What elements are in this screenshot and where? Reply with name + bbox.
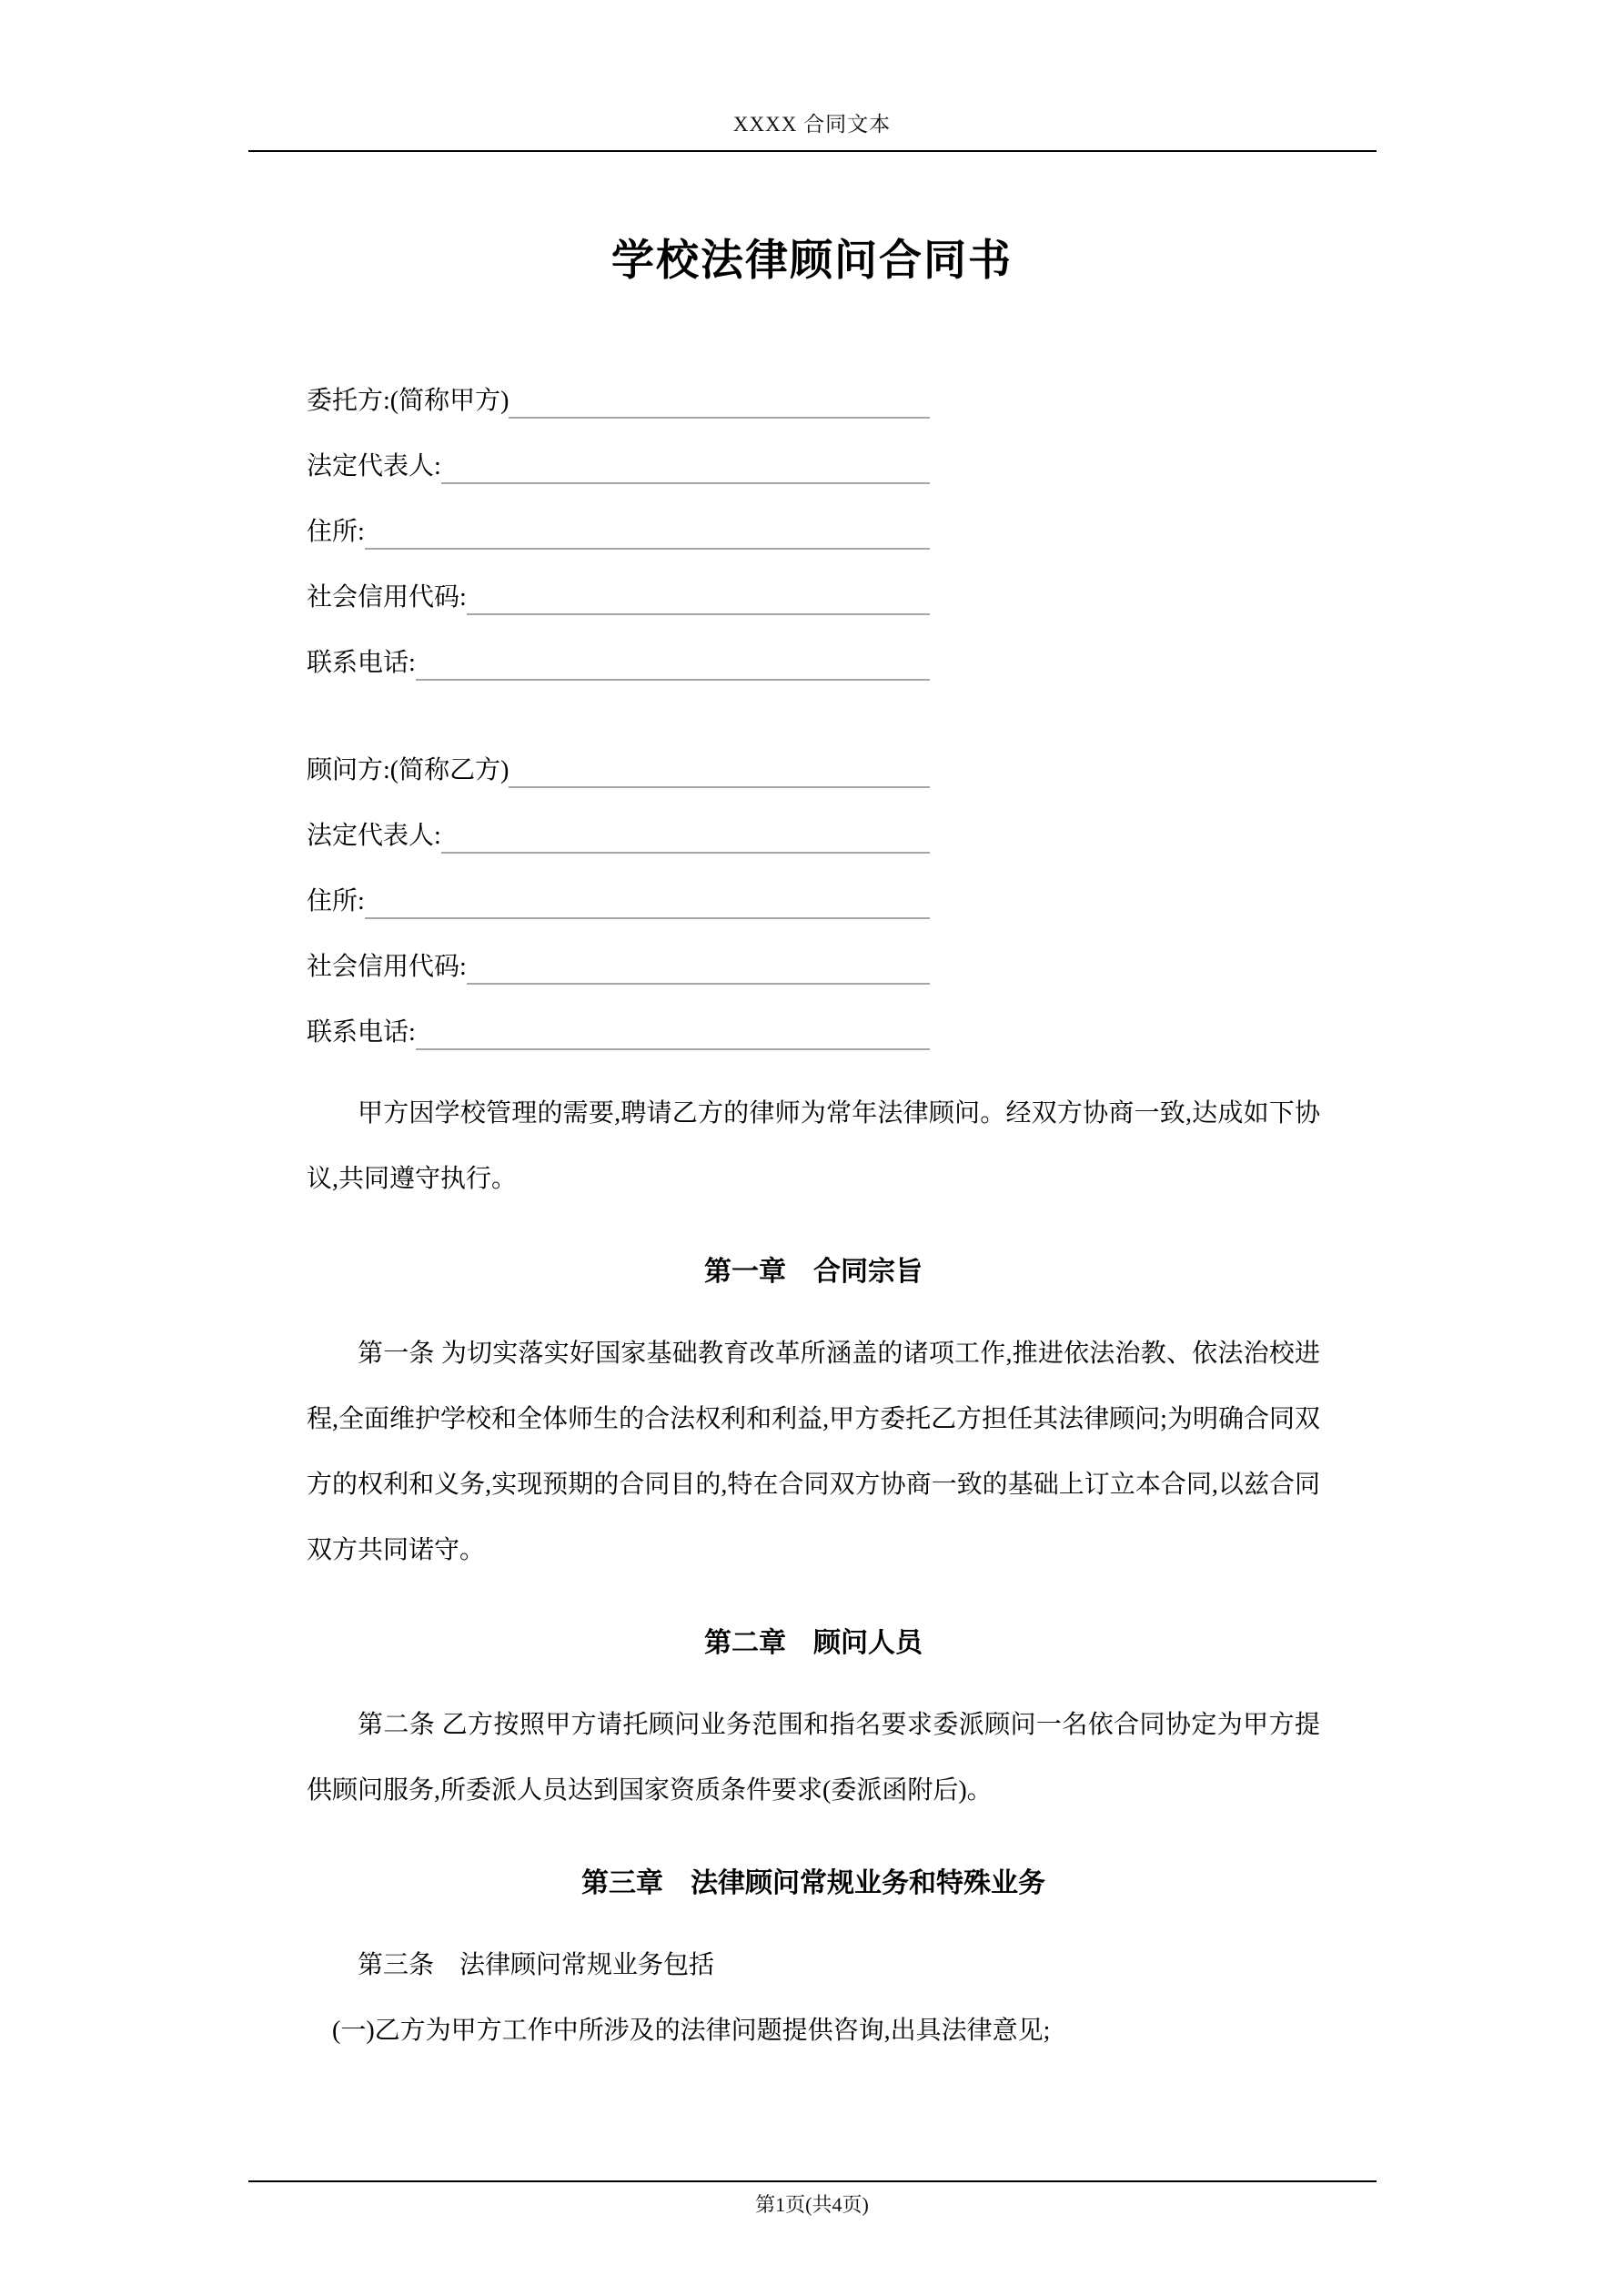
field-label: 社会信用代码: [307,953,467,982]
document-header-text: XXXX 合同文本 [248,107,1377,152]
chapter-1-clause: 第一条 为切实落实好国家基础教育改革所涵盖的诸项工作,推进依法治教、依法治校进程,全面维护学校和全体师生的合法权利和利益,甲方委托乙方担任其法律顾问;为明确合同双方的权利和义务,实现预期的合同目的,特在合同双方协商一致的基础上订立本合同,以兹合同双方共同诺守。 [307,1340,1320,1564]
page-number: 第1页(共4页) [755,2193,869,2216]
field-row-party-a-phone [307,615,930,681]
field-row-party-b-address [307,854,930,919]
blank-line [509,410,930,419]
blank-line [441,475,930,484]
chapter-1-heading: 第一章 合同宗旨 [704,1257,923,1287]
party-b-section [307,723,1320,1050]
intro-paragraph: 甲方因学校管理的需要,聘请乙方的律师为常年法律顾问。经双方协商一致,达成如下协议,共同遵守执行。 [307,1099,1320,1193]
document-body [307,353,1320,2064]
field-row-party-b-phone [307,985,930,1050]
field-label: 法定代表人: [307,822,441,851]
field-label: 顾问方:(简称乙方) [307,756,509,785]
blank-line [467,606,930,615]
field-row-party-a-address [307,484,930,550]
blank-line [365,910,930,919]
field-label: 联系电话: [307,649,416,678]
field-row-party-b-credit-code [307,919,930,985]
chapter-2-heading: 第二章 顾问人员 [704,1628,923,1658]
field-label: 法定代表人: [307,452,441,481]
blank-line [467,976,930,985]
field-row-party-a-representative [307,419,930,484]
field-label: 住所: [307,518,365,547]
blank-line [509,779,930,788]
blank-line [365,541,930,550]
chapter-3-clause: 第三条 法律顾问常规业务包括 [358,1951,715,1979]
chapter-2-clause: 第二条 乙方按照甲方请托顾问业务范围和指名要求委派顾问一名依合同协定为甲方提供顾问服务,所委派人员达到国家资质条件要求(委派函附后)。 [307,1711,1320,1805]
field-row-party-a-credit-code [307,550,930,615]
chapter-3-item-1: (一)乙方为甲方工作中所涉及的法律问题提供咨询,出具法律意见; [332,2017,1051,2045]
field-label: 联系电话: [307,1018,416,1047]
field-label: 社会信用代码: [307,583,467,612]
party-a-section [307,353,1320,681]
field-row-party-b-representative [307,788,930,854]
chapter-3-heading: 第三章 法律顾问常规业务和特殊业务 [581,1868,1045,1898]
document-title: 学校法律顾问合同书 [611,238,1013,285]
blank-line [441,845,930,854]
field-label: 住所: [307,887,365,916]
blank-line [416,1041,930,1050]
field-row-party-a-name [307,353,930,419]
document-header [248,0,1377,152]
blank-line [416,672,930,681]
field-row-party-b-name [307,723,930,788]
field-label: 委托方:(简称甲方) [307,387,509,416]
document-footer [248,2180,1377,2218]
